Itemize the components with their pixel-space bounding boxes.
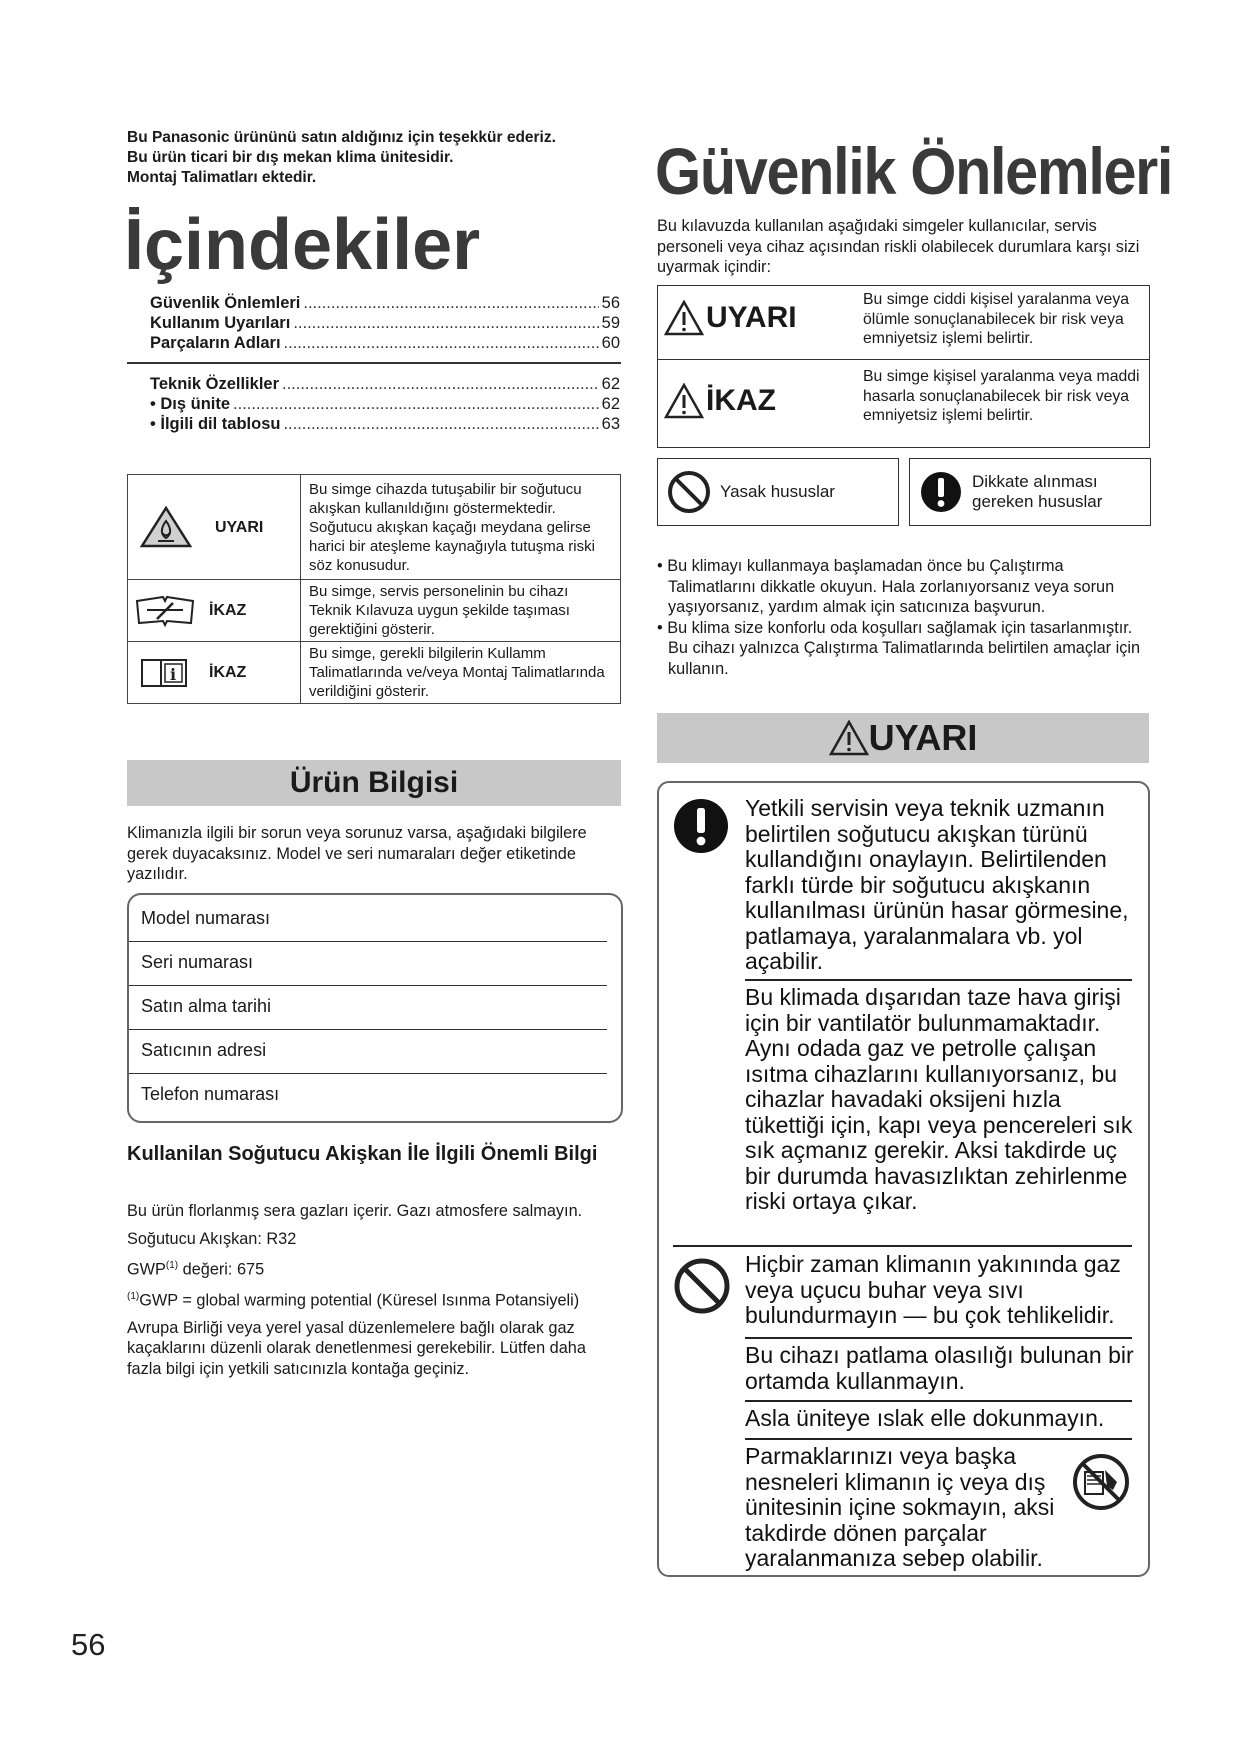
mandatory-icon — [919, 470, 963, 514]
symbol-table — [127, 474, 621, 704]
mandatory-icon — [673, 798, 729, 854]
attention-label: Dikkate alınması gereken hususlar — [972, 472, 1103, 511]
warning-triangle-icon — [829, 720, 869, 756]
prohibited-icon — [673, 1257, 731, 1315]
safety-intro: Bu kılavuzda kullanılan aşağıdaki simgeler kullanıcılar, servis personeli veya cihaz açısından riskli olabilecek durumlara karşı sizi uyarmak içindir: — [657, 217, 1140, 276]
divider — [745, 1337, 1132, 1339]
toc-page: 63 — [601, 415, 620, 433]
safety-title: Güvenlik Önlemleri — [655, 134, 1173, 208]
symbol-label: UYARI — [215, 518, 264, 536]
flammable-warning-icon — [139, 505, 193, 549]
signal-description: Bu simge ciddi kişisel yaralanma veya ölümle sonuçlanabilecek bir risk veya emniyetsiz işlemi belirtir. — [863, 291, 1130, 347]
symbol-label: İKAZ — [209, 602, 247, 619]
toc-entry[interactable]: • İlgili dil tablosu ..... 63 — [150, 414, 620, 434]
toc-entry[interactable]: • Dış ünite ..... 62 — [150, 394, 620, 414]
symbol-description: Bu simge, gerekli bilgilerin Kullamm Talimatlarında ve/veya Montaj Talimatlarında verildiğini gösterir. — [301, 642, 621, 704]
prohibited-legend — [657, 458, 899, 526]
list-item: • Bu klimayı kullanmaya başlamadan önce bu Çalıştırma Talimatlarını dikkatle okuyun. Hala zorlanıyorsanız veya sorun yaşıyorsanız, yardım almak için satıcınıza başvurun. — [657, 557, 1115, 616]
toc-page: 62 — [601, 395, 620, 413]
svg-text:i: i — [170, 664, 177, 684]
divider — [745, 1400, 1132, 1402]
intro-line: Bu Panasonic ürününü satın aldığınız için teşekkür ederiz. — [127, 129, 556, 146]
phone-number-field[interactable]: Telefon numarası — [141, 1084, 280, 1104]
refrigerant-heading: Kullanilan Soğutucu Akişkan İle İlgili Önemli Bilgi — [127, 1143, 598, 1165]
signal-word: İKAZ — [706, 384, 776, 417]
warning-box — [657, 781, 1150, 1577]
toc-page: 60 — [601, 334, 620, 352]
intro-text — [127, 128, 627, 188]
toc-entry[interactable]: Güvenlik Önlemleri ..... 56 — [150, 293, 620, 313]
table-row — [128, 580, 621, 642]
warning-item: Asla üniteye ıslak elle dokunmayın. — [745, 1405, 1105, 1431]
toc-entry[interactable]: Kullanım Uyarıları ..... 59 — [150, 313, 620, 333]
table-row — [128, 475, 621, 580]
dealer-address-field[interactable]: Satıcının adresi — [129, 1030, 607, 1074]
toc-page: 62 — [601, 375, 620, 393]
info-manual-icon — [139, 656, 189, 690]
divider — [745, 979, 1132, 981]
prohibited-icon — [667, 470, 711, 514]
table-row — [128, 642, 621, 704]
no-fingers-icon — [1071, 1452, 1131, 1512]
intro-line: Montaj Talimatları ektedir. — [127, 169, 317, 186]
toc-group-1 — [150, 293, 620, 353]
serial-number-field[interactable]: Seri numarası — [129, 942, 607, 986]
warning-heading — [657, 713, 1149, 763]
gwp-value: GWP$^{(1)}$ değeri: 675 — [127, 1260, 265, 1279]
warning-triangle-icon — [664, 383, 704, 419]
purchase-date-field[interactable]: Satın alma tarihi — [129, 986, 607, 1030]
warning-item: Bu klimada dışarıdan taze hava girişi için bir vantilatör bulunmamaktadır. Aynı odada gaz ve petrolle çalışan ısıtma cihazlarını kullanıyorsanız, bu cihazlar havadaki oksijeni hızla tükettiği için, kapı veya pencereleri sık sık açmanız gerekir. Aksi takdirde uç bir durumda havasızlıktan zehirlenme riski ortaya çıkar. — [745, 984, 1133, 1214]
divider — [673, 1245, 1132, 1247]
toc-page: 56 — [601, 294, 620, 312]
warning-item: Parmaklarınızı veya başka nesneleri klimanın iç veya dış ünitesinin içine sokmayın, aksi takdirde dönen parçalar yaralanmanıza sebep olabilir. — [745, 1443, 1055, 1571]
toc-group-2 — [150, 374, 620, 434]
warning-item: Hiçbir zaman klimanın yakınında gaz veya uçucu buhar veya sıvı bulundurmayın — bu çok tehlikelidir. — [745, 1251, 1121, 1328]
toc-title: İçindekiler — [124, 205, 481, 285]
product-info-form — [127, 893, 623, 1123]
attention-legend — [909, 458, 1151, 526]
symbol-description: Bu simge, servis personelinin bu cihazı Teknik Kılavuza uygun şekilde taşıması gerektiğini gösterir. — [301, 580, 621, 642]
warning-item: Yetkili servisin veya teknik uzmanın belirtilen soğutucu akışkan türünü kullandığını onaylayın. Belirtilenden farklı türde bir soğutucu akışkanın kullanılması ürünün hasar görmesine, patlamaya, yaralanmalara vb. yol açabilir. — [745, 795, 1129, 974]
toc-divider — [127, 362, 621, 364]
service-manual-icon — [133, 593, 197, 629]
symbol-description: Bu simge cihazda tutuşabilir bir soğutucu akışkan kullanıldığını göstermektedir. Soğutucu akışkan kaçağı meydana gelirse harici bir ateşleme kaynağıyla tutuşma riski söz konusudur. — [301, 475, 621, 580]
product-info-description: Klimanızla ilgili bir sorun veya sorunuz varsa, aşağıdaki bilgilere gerek duyacaksınız. Model ve seri numaraları değer etiketinde yazılıdır. — [127, 824, 587, 883]
gwp-footnote: $^{(1)}$GWP = global warming potential (Küresel Isınma Potansiyeli) — [127, 1290, 580, 1310]
table-row — [658, 361, 1149, 447]
toc-entry[interactable]: Teknik Özellikler ..... 62 — [150, 374, 620, 394]
signal-word: UYARI — [706, 301, 797, 334]
model-number-field[interactable]: Model numarası — [129, 898, 607, 942]
warning-heading-label: UYARI — [868, 717, 978, 758]
intro-line: Bu ürün ticari bir dış mekan klima ünitesidir. — [127, 149, 454, 166]
prohibited-label: Yasak hususlar — [720, 482, 835, 501]
signal-description: Bu simge kişisel yaralanma veya maddi hasarla sonuçlanabilecek bir risk veya emniyetsiz işlemi belirtir. — [863, 368, 1140, 424]
safety-bullets — [657, 556, 1147, 679]
symbol-label: İKAZ — [209, 664, 247, 681]
toc-entry[interactable]: Parçaların Adları ..... 60 — [150, 333, 620, 353]
refrigerant-text: Bu ürün florlanmış sera gazları içerir. Gazı atmosfere salmayın. Soğutucu Akışkan: R32 GWP$^{(1)}$ değeri: 675 $^{(1)}$GWP = global warming potential (Küresel Isınma Potansiyeli) Avrupa Birliği veya yerel yasal düzenlemelere bağlı olarak gaz kaçaklarını düzenli olarak denetlenmesi gerekebilir. Lütfen daha fazla bilgi için yetkili satıcınızla kontağa geçiniz. — [127, 1201, 621, 1379]
signal-word-table — [657, 285, 1150, 448]
page-number: 56 — [71, 1627, 106, 1662]
toc-page: 59 — [601, 314, 620, 332]
table-row — [658, 286, 1149, 360]
divider — [745, 1438, 1132, 1440]
warning-triangle-icon — [664, 300, 704, 336]
product-info-heading: Ürün Bilgisi — [127, 760, 621, 806]
list-item: • Bu klima size konforlu oda koşulları sağlamak için tasarlanmıştır. Bu cihazı yalnızca Çalıştırma Talimatlarında belirtilen amaçlar için kullanın. — [657, 618, 1141, 678]
warning-item: Bu cihazı patlama olasılığı bulunan bir ortamda kullanmayın. — [745, 1342, 1134, 1394]
